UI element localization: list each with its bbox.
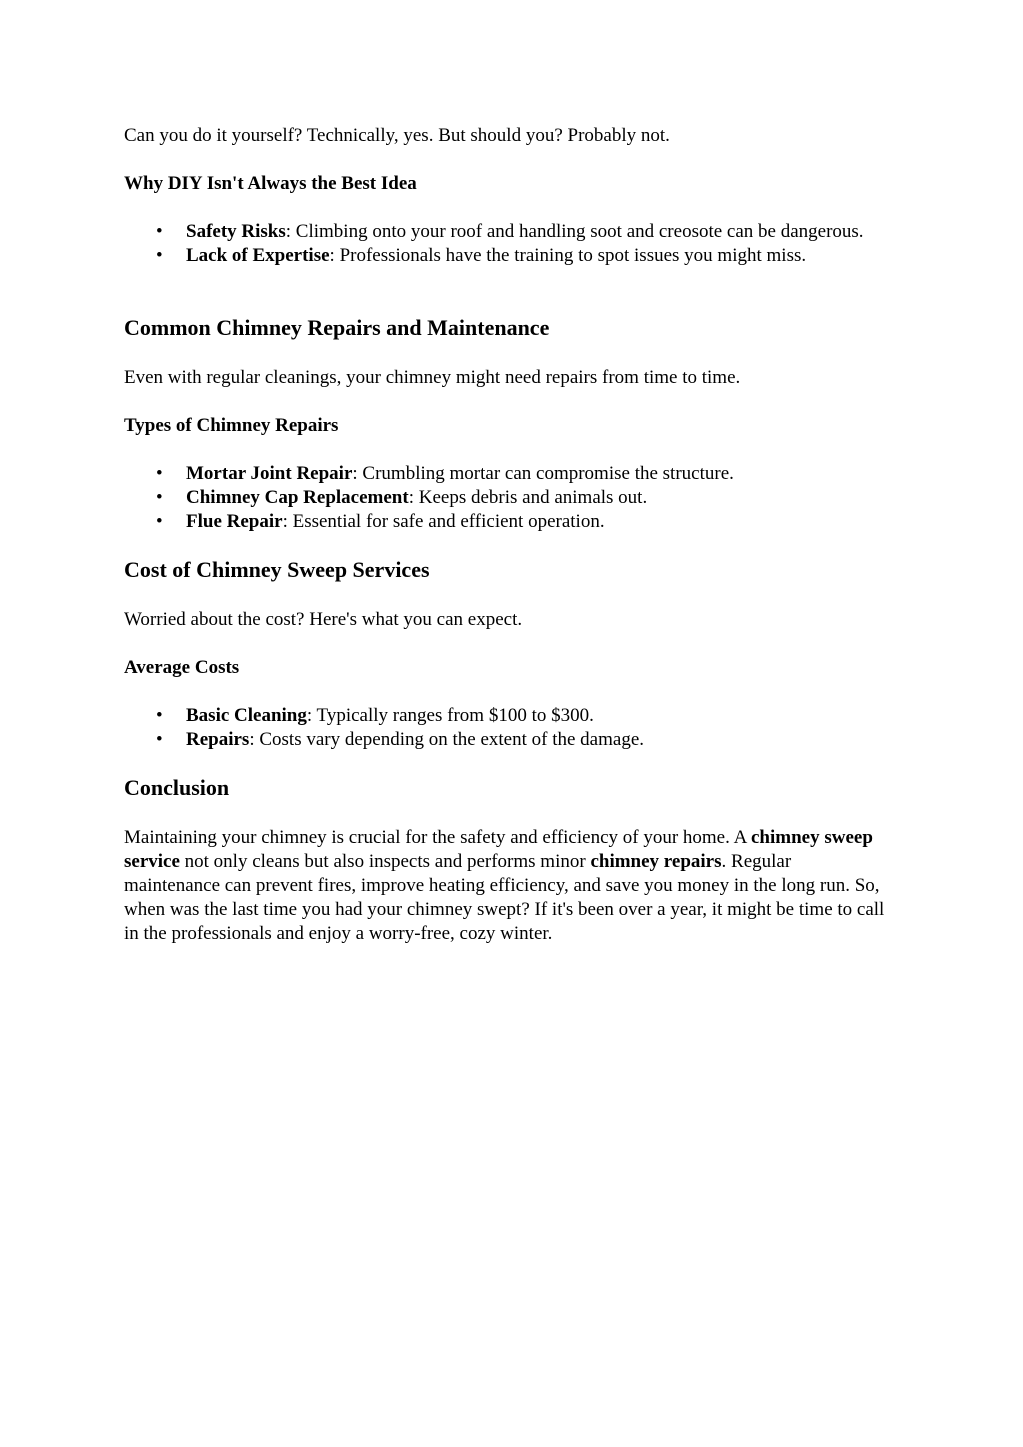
bullet-icon: • [156, 511, 163, 532]
diy-list [124, 220, 864, 268]
list-item [124, 704, 864, 728]
list-item-term: Basic Cleaning [186, 705, 307, 726]
repairs-heading: Common Chimney Repairs and Maintenance [124, 315, 550, 340]
bullet-icon: • [156, 729, 163, 750]
list-item-text: : Keeps debris and animals out. [408, 487, 648, 508]
list-item-text: : Essential for safe and efficient operation. [282, 511, 605, 532]
cost-heading: Cost of Chimney Sweep Services [124, 557, 430, 582]
list-item [124, 244, 864, 268]
list-item [124, 486, 864, 510]
list-item-text: : Typically ranges from $100 to $300. [306, 705, 594, 726]
list-item-term: Repairs [186, 729, 250, 750]
intro-paragraph: Can you do it yourself? Technically, yes. But should you? Probably not. [124, 125, 670, 146]
list-item-term: Safety Risks [186, 221, 286, 242]
conclusion-text: Maintaining your chimney is crucial for the safety and efficiency of your home. A [124, 827, 751, 848]
repairs-list [124, 462, 864, 534]
cost-subheading: Average Costs [124, 657, 240, 678]
list-item [124, 220, 864, 244]
conclusion-emphasis: chimney repairs [590, 851, 722, 872]
list-item [124, 462, 864, 486]
conclusion-text: not only cleans but also inspects and performs minor [179, 851, 591, 872]
cost-list [124, 704, 864, 752]
repairs-intro: Even with regular cleanings, your chimney might need repairs from time to time. [124, 367, 741, 388]
bullet-icon: • [156, 463, 163, 484]
bullet-icon: • [156, 221, 163, 242]
list-item-text: : Professionals have the training to spot issues you might miss. [329, 245, 807, 266]
list-item-term: Mortar Joint Repair [186, 463, 353, 484]
repairs-subheading: Types of Chimney Repairs [124, 415, 339, 436]
conclusion-emphasis: chimney sweep service [124, 827, 873, 872]
bullet-icon: • [156, 487, 163, 508]
conclusion-paragraph [124, 826, 889, 946]
list-item [124, 728, 864, 752]
list-item [124, 510, 864, 534]
diy-heading: Why DIY Isn't Always the Best Idea [124, 173, 417, 194]
list-item-term: Flue Repair [186, 511, 283, 532]
list-item-term: Chimney Cap Replacement [186, 487, 409, 508]
conclusion-heading: Conclusion [124, 775, 230, 800]
bullet-icon: • [156, 245, 163, 266]
list-item-text: : Crumbling mortar can compromise the structure. [352, 463, 734, 484]
bullet-icon: • [156, 705, 163, 726]
cost-intro: Worried about the cost? Here's what you can expect. [124, 609, 523, 630]
list-item-term: Lack of Expertise [186, 245, 330, 266]
list-item-text: : Costs vary depending on the extent of the damage. [249, 729, 645, 750]
conclusion-text: . Regular maintenance can prevent fires, improve heating efficiency, and save you money in the long run. So, when was the last time you had your chimney swept? If it's been over a year, it might be time to call in the professionals and enjoy a worry-free, cozy winter. [124, 851, 885, 944]
list-item-text: : Climbing onto your roof and handling soot and creosote can be dangerous. [285, 221, 864, 242]
